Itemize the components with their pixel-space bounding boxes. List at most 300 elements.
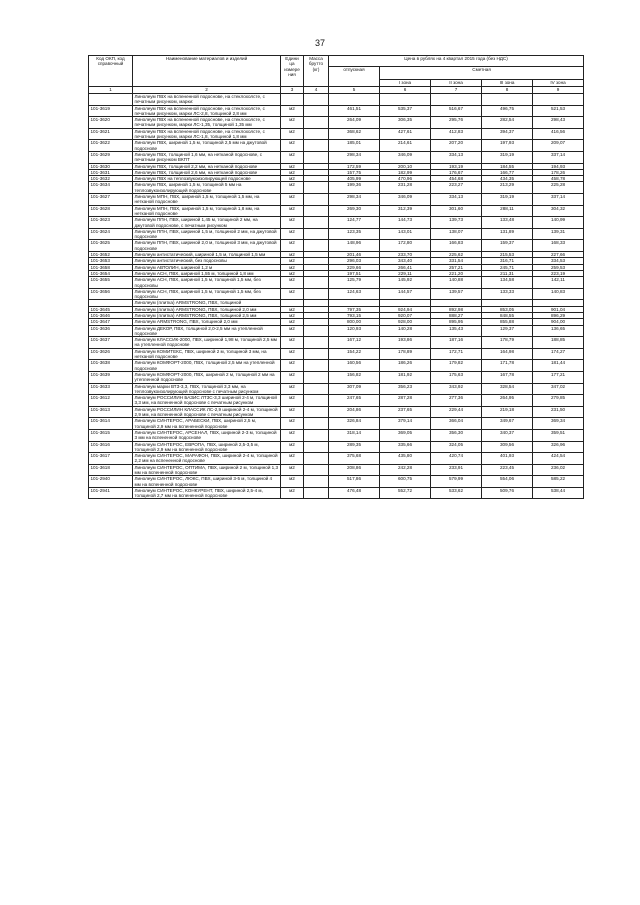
row-zone-3-price: 288,11 bbox=[482, 205, 533, 217]
row-name: Линолеум КОМИТЕКС, ПВХ, шириной 2 м, толщиной 3 мм, на нетканой подоснове bbox=[133, 348, 281, 360]
column-number: 9 bbox=[533, 87, 584, 94]
row-unit: м2 bbox=[281, 163, 304, 169]
row-code: 101-3636 bbox=[89, 325, 133, 337]
row-release-price: 793,15 bbox=[329, 312, 380, 318]
row-zone-1-price: 435,80 bbox=[380, 453, 431, 465]
row-code: 101-3658 bbox=[89, 264, 133, 270]
row-zone-2-price: 454,68 bbox=[431, 176, 482, 182]
table-row bbox=[89, 360, 584, 372]
row-zone-2-price: 187,16 bbox=[431, 337, 482, 349]
table-row bbox=[89, 194, 584, 206]
row-unit bbox=[281, 94, 304, 106]
row-code: 101-3639 bbox=[89, 371, 133, 383]
table-row bbox=[89, 441, 584, 453]
row-name: Линолеум АВТОЛИН, шириной 1,2 м bbox=[133, 264, 281, 270]
table-row bbox=[89, 205, 584, 217]
row-release-price: 160,56 bbox=[329, 360, 380, 372]
row-zone-4-price: 337,14 bbox=[533, 151, 584, 163]
row-unit: м2 bbox=[281, 406, 304, 418]
row-zone-4-price: 326,96 bbox=[533, 441, 584, 453]
row-name: Линолеум СИНТЕРОС, МАРАФОН, ПВХ, шириной 2-4 м, толщиной 2,2 мм на вспененной подоснове bbox=[133, 453, 281, 465]
row-unit: м2 bbox=[281, 117, 304, 129]
row-code: 101-3654 bbox=[89, 270, 133, 276]
row-zone-4-price: 334,53 bbox=[533, 258, 584, 264]
row-mass bbox=[304, 151, 329, 163]
row-code: 101-3629 bbox=[89, 151, 133, 163]
row-mass bbox=[304, 277, 329, 289]
row-mass bbox=[304, 205, 329, 217]
row-zone-3-price: 309,56 bbox=[482, 441, 533, 453]
row-zone-2-price: 533,62 bbox=[431, 487, 482, 499]
row-name: Линолеум АСН, ПВХ, шириной 1,55 м, толщиной 1,8 мм bbox=[133, 270, 281, 276]
price-table bbox=[88, 55, 584, 499]
table-row bbox=[89, 217, 584, 229]
row-zone-2-price: 175,63 bbox=[431, 371, 482, 383]
row-code: 101-3631 bbox=[89, 169, 133, 175]
row-zone-1-price: 233,70 bbox=[380, 252, 431, 258]
table-row bbox=[89, 337, 584, 349]
row-code: 101-3630 bbox=[89, 163, 133, 169]
row-unit: м2 bbox=[281, 252, 304, 258]
row-zone-2-price: 420,74 bbox=[431, 453, 482, 465]
row-mass bbox=[304, 128, 329, 140]
row-release-price: 800,00 bbox=[329, 319, 380, 325]
row-mass bbox=[304, 464, 329, 476]
row-zone-4-price: 139,31 bbox=[533, 228, 584, 240]
row-unit: м2 bbox=[281, 312, 304, 318]
row-zone-1-price: 140,28 bbox=[380, 325, 431, 337]
row-zone-4-price: 458,78 bbox=[533, 176, 584, 182]
row-unit: м2 bbox=[281, 176, 304, 182]
row-zone-4-price: 359,51 bbox=[533, 429, 584, 441]
row-unit: м2 bbox=[281, 169, 304, 175]
row-zone-3-price: 401,93 bbox=[482, 453, 533, 465]
row-zone-1-price: 178,89 bbox=[380, 348, 431, 360]
row-release-price: 156,82 bbox=[329, 371, 380, 383]
row-name: Линолеум КЛАССИК-2000, ПВХ, шириной 1,98 м, толщиной 2,5 мм на утепленной подоснове bbox=[133, 337, 281, 349]
row-release-price: 229,66 bbox=[329, 264, 380, 270]
row-zone-4-price: 369,34 bbox=[533, 418, 584, 430]
row-name: Линолеум ПВХ на вспененной подоснове, на стеклохолсте, с печатным рисунком, марки ЛС-2,8, толщиной 2,8 мм bbox=[133, 105, 281, 117]
table-row bbox=[89, 151, 584, 163]
column-number: 6 bbox=[380, 87, 431, 94]
column-number: 7 bbox=[431, 87, 482, 94]
row-release-price: 296,03 bbox=[329, 258, 380, 264]
row-release-price: 269,30 bbox=[329, 205, 380, 217]
row-zone-2-price: 223,27 bbox=[431, 182, 482, 194]
row-name: Линолеум СИНТЕРОС, КОНКУРЕНТ, ПВХ, шириной 2,5-4 м, толщиной 2,7 мм на вспененной подоснове bbox=[133, 487, 281, 499]
row-name: Линолеум СИНТЕРОС, ЕВРОПА, ПВХ, шириной 2,5-3,5 м, толщиной 2,9 мм на вспененной подоснове bbox=[133, 441, 281, 453]
row-release-price: 405,99 bbox=[329, 176, 380, 182]
row-zone-2-price: 225,62 bbox=[431, 252, 482, 258]
row-code: 101-3624 bbox=[89, 228, 133, 240]
row-zone-4-price: 177,21 bbox=[533, 371, 584, 383]
row-zone-3-price: 496,75 bbox=[482, 105, 533, 117]
row-zone-2-price: 257,21 bbox=[431, 264, 482, 270]
row-release-price: 326,84 bbox=[329, 418, 380, 430]
row-zone-3-price: 131,89 bbox=[482, 228, 533, 240]
row-code: 101-3622 bbox=[89, 140, 133, 152]
row-zone-1-price: 600,75 bbox=[380, 476, 431, 488]
row-zone-4-price: 209,07 bbox=[533, 140, 584, 152]
row-zone-3-price: 211,31 bbox=[482, 270, 533, 276]
row-zone-4-price: 236,02 bbox=[533, 464, 584, 476]
table-row bbox=[89, 395, 584, 407]
row-mass bbox=[304, 182, 329, 194]
row-name: Линолеум СИНТЕРОС, АРАБЕСКИ, ПВХ, шириной 2,5 м, толщиной 2,9 мм на вспененной подоснове bbox=[133, 418, 281, 430]
row-zone-4-price: 901,04 bbox=[533, 306, 584, 312]
row-code: 101-3627 bbox=[89, 194, 133, 206]
row-zone-1-price: 920,07 bbox=[380, 312, 431, 318]
row-zone-4-price: 896,29 bbox=[533, 312, 584, 318]
row-zone-2-price: 193,19 bbox=[431, 163, 482, 169]
row-unit: м2 bbox=[281, 105, 304, 117]
row-code: 101-3623 bbox=[89, 217, 133, 229]
row-zone-3-price: 340,37 bbox=[482, 429, 533, 441]
row-code: 101-3620 bbox=[89, 117, 133, 129]
row-zone-3-price: 282,54 bbox=[482, 117, 533, 129]
row-code: 101-3637 bbox=[89, 337, 133, 349]
row-zone-2-price: 324,05 bbox=[431, 441, 482, 453]
row-code: 101-3638 bbox=[89, 360, 133, 372]
row-name: Линолеум АСН, ПВХ, шириной 1,5 м, толщиной 1,5 мм, без подосновы bbox=[133, 288, 281, 300]
column-number: 1 bbox=[89, 87, 133, 94]
row-zone-4-price: 279,85 bbox=[533, 395, 584, 407]
row-zone-2-price: 139,73 bbox=[431, 217, 482, 229]
row-unit: м2 bbox=[281, 418, 304, 430]
row-zone-4-price: 424,54 bbox=[533, 453, 584, 465]
row-mass bbox=[304, 228, 329, 240]
row-zone-3-price: 509,76 bbox=[482, 487, 533, 499]
row-zone-4-price: 416,56 bbox=[533, 128, 584, 140]
row-code: 101-3618 bbox=[89, 464, 133, 476]
row-unit: м2 bbox=[281, 288, 304, 300]
row-unit: м2 bbox=[281, 395, 304, 407]
row-code: 101-3625 bbox=[89, 240, 133, 252]
row-zone-1-price: 144,73 bbox=[380, 217, 431, 229]
row-mass bbox=[304, 406, 329, 418]
row-zone-2-price: 888,27 bbox=[431, 312, 482, 318]
table-row bbox=[89, 348, 584, 360]
row-name: Линолеум КОМФОРТ-2000, ПВХ, толщиной 2,5 мм на утепленной подоснове bbox=[133, 360, 281, 372]
table-row bbox=[89, 429, 584, 441]
table-row bbox=[89, 140, 584, 152]
row-zone-4-price: 188,85 bbox=[533, 337, 584, 349]
row-zone-1-price: 181,92 bbox=[380, 371, 431, 383]
row-name: Линолеум ПВХ на теплозвукоизолирующей подоснове bbox=[133, 176, 281, 182]
row-zone-2-price: 229,44 bbox=[431, 406, 482, 418]
row-mass bbox=[304, 337, 329, 349]
row-zone-4-price: 227,66 bbox=[533, 252, 584, 258]
row-zone-1-price: 356,23 bbox=[380, 383, 431, 395]
header-zone-1: I зона bbox=[380, 80, 431, 87]
table-row bbox=[89, 182, 584, 194]
table-row bbox=[89, 418, 584, 430]
row-zone-1-price: 266,41 bbox=[380, 264, 431, 270]
row-code: 101-3628 bbox=[89, 205, 133, 217]
column-number: 4 bbox=[304, 87, 329, 94]
row-code: 101-3645 bbox=[89, 306, 133, 312]
row-zone-1-price: 306,35 bbox=[380, 117, 431, 129]
row-name: Линолеум ARMSTRONG, ПВХ, толщиной 2,0 мм bbox=[133, 319, 281, 325]
row-unit: м2 bbox=[281, 453, 304, 465]
row-zone-1-price: 535,37 bbox=[380, 105, 431, 117]
row-unit: м2 bbox=[281, 325, 304, 337]
row-code: 101-3626 bbox=[89, 348, 133, 360]
row-code bbox=[89, 94, 133, 106]
row-unit: м2 bbox=[281, 205, 304, 217]
row-zone-3-price: 554,06 bbox=[482, 476, 533, 488]
row-zone-2-price: 221,20 bbox=[431, 270, 482, 276]
row-zone-2-price: 135,43 bbox=[431, 325, 482, 337]
row-mass bbox=[304, 429, 329, 441]
row-zone-3-price: 319,19 bbox=[482, 151, 533, 163]
row-zone-3-price: 223,45 bbox=[482, 464, 533, 476]
row-unit: м2 bbox=[281, 217, 304, 229]
row-zone-1-price: 470,96 bbox=[380, 176, 431, 182]
row-name: Линолеум АСН, ПВХ, шириной 1,5 м, толщиной 1,5 мм, без подосновы bbox=[133, 277, 281, 289]
row-release-price: 201,46 bbox=[329, 252, 380, 258]
row-zone-4-price bbox=[533, 94, 584, 106]
row-mass bbox=[304, 453, 329, 465]
row-name: Линолеум ПВХ, толщиной 1,6 мм, на нетканой подоснове, с печатным рисунком ВКПТ bbox=[133, 151, 281, 163]
row-release-price: 208,86 bbox=[329, 464, 380, 476]
row-unit: м2 bbox=[281, 240, 304, 252]
row-zone-1-price: 928,00 bbox=[380, 319, 431, 325]
row-name: Линолеум (плитка) ARMSTRONG, ПВХ, толщиной 2,5 мм bbox=[133, 312, 281, 318]
row-release-price: 264,09 bbox=[329, 117, 380, 129]
row-zone-3-price: 855,88 bbox=[482, 319, 533, 325]
row-code: 101-3633 bbox=[89, 383, 133, 395]
row-name: Линолеум (плитка) ARMSTRONG, ПВХ, толщиной bbox=[133, 300, 281, 306]
row-unit: м2 bbox=[281, 429, 304, 441]
header-zone-3: III зона bbox=[482, 80, 533, 87]
row-zone-2-price: 301,60 bbox=[431, 205, 482, 217]
column-number-row bbox=[89, 87, 584, 94]
row-release-price: 517,86 bbox=[329, 476, 380, 488]
row-zone-3-price: 394,37 bbox=[482, 128, 533, 140]
table-row bbox=[89, 325, 584, 337]
table-row bbox=[89, 453, 584, 465]
row-code: 101-3634 bbox=[89, 182, 133, 194]
row-zone-3-price: 319,19 bbox=[482, 194, 533, 206]
row-release-price: 120,93 bbox=[329, 325, 380, 337]
row-mass bbox=[304, 395, 329, 407]
row-zone-3-price: 164,98 bbox=[482, 348, 533, 360]
row-mass bbox=[304, 383, 329, 395]
row-release-price bbox=[329, 94, 380, 106]
row-name: Линолеум ПВХ, толщиной 2,6 мм, на нетканой подоснове bbox=[133, 169, 281, 175]
header-mass: Масса брутто (кг) bbox=[304, 56, 329, 87]
row-unit: м2 bbox=[281, 487, 304, 499]
row-mass bbox=[304, 418, 329, 430]
row-name: Линолеум РОССИЛИН БАЗИС ЛТ3С-3,3 шириной 2-4 м, толщиной 3,3 мм, на вспененной подоснове с печатным рисунком bbox=[133, 395, 281, 407]
row-unit: м2 bbox=[281, 337, 304, 349]
table-row bbox=[89, 288, 584, 300]
header-unit: Едини ца измере ния bbox=[281, 56, 304, 87]
row-mass bbox=[304, 371, 329, 383]
row-name: Линолеум ППН, ПВХ, шириной 1,45 м, толщиной 2 мм, на джутовой подоснове, с печатным рисунком bbox=[133, 217, 281, 229]
row-zone-2-price: 334,13 bbox=[431, 194, 482, 206]
row-zone-4-price: 298,43 bbox=[533, 117, 584, 129]
table-row bbox=[89, 487, 584, 499]
row-zone-1-price: 552,72 bbox=[380, 487, 431, 499]
table-row bbox=[89, 128, 584, 140]
header-name: Наименование материалов и изделий bbox=[133, 56, 281, 87]
row-mass bbox=[304, 288, 329, 300]
table-row bbox=[89, 476, 584, 488]
row-unit: м2 bbox=[281, 464, 304, 476]
row-zone-3-price: 129,37 bbox=[482, 325, 533, 337]
row-release-price: 476,48 bbox=[329, 487, 380, 499]
row-zone-3-price: 316,71 bbox=[482, 258, 533, 264]
row-zone-2-price: 516,67 bbox=[431, 105, 482, 117]
row-mass bbox=[304, 487, 329, 499]
row-zone-4-price: 521,53 bbox=[533, 105, 584, 117]
row-name: Линолеум ПВХ на вспененной подоснове, на стеклохолсте, с печатным рисунком, марки ЛС-1,35, толщиной 1,35 мм bbox=[133, 117, 281, 129]
row-code: 101-3619 bbox=[89, 105, 133, 117]
column-number: 3 bbox=[281, 87, 304, 94]
row-code: 101-2940 bbox=[89, 476, 133, 488]
row-mass bbox=[304, 94, 329, 106]
row-zone-2-price: 233,91 bbox=[431, 464, 482, 476]
table-row bbox=[89, 371, 584, 383]
row-zone-4-price: 538,44 bbox=[533, 487, 584, 499]
row-code: 101-3653 bbox=[89, 258, 133, 264]
row-zone-4-price: 140,99 bbox=[533, 217, 584, 229]
header-estimate: Сметная bbox=[380, 67, 584, 80]
row-release-price: 154,22 bbox=[329, 348, 380, 360]
row-name: Линолеум ПВХ, шириной 1,5 м, толщиной 2,5 мм на джутовой подоснове bbox=[133, 140, 281, 152]
row-unit: м2 bbox=[281, 228, 304, 240]
row-zone-1-price: 182,99 bbox=[380, 169, 431, 175]
table-body bbox=[89, 94, 584, 499]
row-zone-3-price: 133,48 bbox=[482, 217, 533, 229]
row-zone-1-price: 346,09 bbox=[380, 151, 431, 163]
row-zone-2-price bbox=[431, 94, 482, 106]
row-zone-4-price: 142,11 bbox=[533, 277, 584, 289]
row-name: Линолеум антистатический, шириной 1,5 м, толщиной 1,5 мм bbox=[133, 252, 281, 258]
row-code: 101-3646 bbox=[89, 312, 133, 318]
row-zone-4-price: 347,02 bbox=[533, 383, 584, 395]
row-mass bbox=[304, 348, 329, 360]
row-unit: м2 bbox=[281, 306, 304, 312]
row-name: Линолеум ПВХ на вспененной подоснове, на стеклохолсте, с печатным рисунком, марки: bbox=[133, 94, 281, 106]
row-name: Линолеум ППН, ПВХ, шириной 2,0 м, толщиной 3 мм, на джутовой подоснове bbox=[133, 240, 281, 252]
row-zone-1-price bbox=[380, 94, 431, 106]
row-unit: м2 bbox=[281, 383, 304, 395]
header-price-group: Цена в рублях на 4 квартал 2015 года (без НДС) bbox=[329, 56, 584, 67]
row-release-price: 197,51 bbox=[329, 270, 380, 276]
row-release-price: 123,35 bbox=[329, 228, 380, 240]
row-zone-3-price: 213,29 bbox=[482, 182, 533, 194]
row-unit: м2 bbox=[281, 140, 304, 152]
row-zone-2-price: 343,92 bbox=[431, 383, 482, 395]
row-code: 101-3652 bbox=[89, 252, 133, 258]
row-zone-2-price: 334,13 bbox=[431, 151, 482, 163]
row-name: Линолеум ПВХ, толщиной 2,2 мм, на нетканой подоснове bbox=[133, 163, 281, 169]
row-zone-1-price: 346,09 bbox=[380, 194, 431, 206]
row-release-price: 298,34 bbox=[329, 151, 380, 163]
row-zone-1-price: 143,01 bbox=[380, 228, 431, 240]
row-code: 101-3613 bbox=[89, 406, 133, 418]
row-mass bbox=[304, 325, 329, 337]
row-zone-2-price: 207,20 bbox=[431, 140, 482, 152]
row-zone-2-price: 331,54 bbox=[431, 258, 482, 264]
row-release-price: 199,36 bbox=[329, 182, 380, 194]
row-zone-1-price: 200,10 bbox=[380, 163, 431, 169]
row-zone-1-price: 379,14 bbox=[380, 418, 431, 430]
row-zone-1-price: 186,26 bbox=[380, 360, 431, 372]
row-release-price: 204,86 bbox=[329, 406, 380, 418]
row-release-price: 298,34 bbox=[329, 194, 380, 206]
row-code: 101-3615 bbox=[89, 429, 133, 441]
row-zone-3-price: 197,93 bbox=[482, 140, 533, 152]
row-name: Линолеум ПВХ, шириной 1,5 м, толщиной 5 мм на теплозвукоизолирующей подоснове bbox=[133, 182, 281, 194]
row-zone-4-price: 337,14 bbox=[533, 194, 584, 206]
row-unit: м2 bbox=[281, 348, 304, 360]
row-name: Линолеум МПН, ПВХ, шириной 1,5 м, толщиной 1,8 мм, на нетканой подоснове bbox=[133, 205, 281, 217]
row-name: Линолеум МПН, ПВХ, шириной 1,5 м, толщиной 1,5 мм, на нетканой подоснове bbox=[133, 194, 281, 206]
row-unit: м2 bbox=[281, 128, 304, 140]
row-zone-1-price: 287,28 bbox=[380, 395, 431, 407]
column-number: 2 bbox=[133, 87, 281, 94]
table-row bbox=[89, 228, 584, 240]
row-release-price: 167,12 bbox=[329, 337, 380, 349]
row-zone-3-price: 133,33 bbox=[482, 288, 533, 300]
row-release-price: 368,62 bbox=[329, 128, 380, 140]
row-zone-3-price: 166,77 bbox=[482, 169, 533, 175]
row-zone-2-price: 277,36 bbox=[431, 395, 482, 407]
page-number: 37 bbox=[314, 38, 325, 48]
row-name: Линолеум ПВХ на вспененной подоснове, на стеклохолсте, с печатным рисунком, марки ЛС-1,8, толщиной 1,8 мм bbox=[133, 128, 281, 140]
row-release-price: 318,14 bbox=[329, 429, 380, 441]
row-zone-1-price: 231,28 bbox=[380, 182, 431, 194]
row-unit: м2 bbox=[281, 258, 304, 264]
row-zone-4-price: 904,00 bbox=[533, 319, 584, 325]
row-mass bbox=[304, 140, 329, 152]
row-zone-3-price: 167,78 bbox=[482, 371, 533, 383]
row-zone-1-price: 242,28 bbox=[380, 464, 431, 476]
row-unit: м2 bbox=[281, 194, 304, 206]
row-zone-2-price: 356,30 bbox=[431, 429, 482, 441]
table-row bbox=[89, 464, 584, 476]
header-code: Код ОКП, код справочный bbox=[89, 56, 133, 87]
row-zone-3-price: 848,55 bbox=[482, 312, 533, 318]
row-zone-1-price: 193,86 bbox=[380, 337, 431, 349]
row-release-price: 375,68 bbox=[329, 453, 380, 465]
row-mass bbox=[304, 441, 329, 453]
row-name: Линолеум ППН, ПВХ, шириной 1,5 м, толщиной 2 мм, на джутовой подоснове bbox=[133, 228, 281, 240]
row-code: 101-3655 bbox=[89, 277, 133, 289]
row-mass bbox=[304, 476, 329, 488]
row-name: Линолеум РОССИЛИН КЛАССИК ЛС-2,9 шириной 2-4 м, толщиной 2,9 мм, на вспененной подоснове с печатным рисунком bbox=[133, 406, 281, 418]
row-zone-3-price: 171,78 bbox=[482, 360, 533, 372]
row-zone-2-price: 166,83 bbox=[431, 240, 482, 252]
row-unit: м2 bbox=[281, 319, 304, 325]
row-unit: м2 bbox=[281, 182, 304, 194]
row-zone-2-price: 179,82 bbox=[431, 360, 482, 372]
row-zone-3-price: 219,18 bbox=[482, 406, 533, 418]
table-row bbox=[89, 117, 584, 129]
row-code: 101-3656 bbox=[89, 288, 133, 300]
row-code: 101-3632 bbox=[89, 176, 133, 182]
header-zone-2: II зона bbox=[431, 80, 482, 87]
row-zone-4-price: 223,19 bbox=[533, 270, 584, 276]
row-release-price: 289,35 bbox=[329, 441, 380, 453]
row-zone-2-price: 366,04 bbox=[431, 418, 482, 430]
row-zone-4-price: 304,32 bbox=[533, 205, 584, 217]
